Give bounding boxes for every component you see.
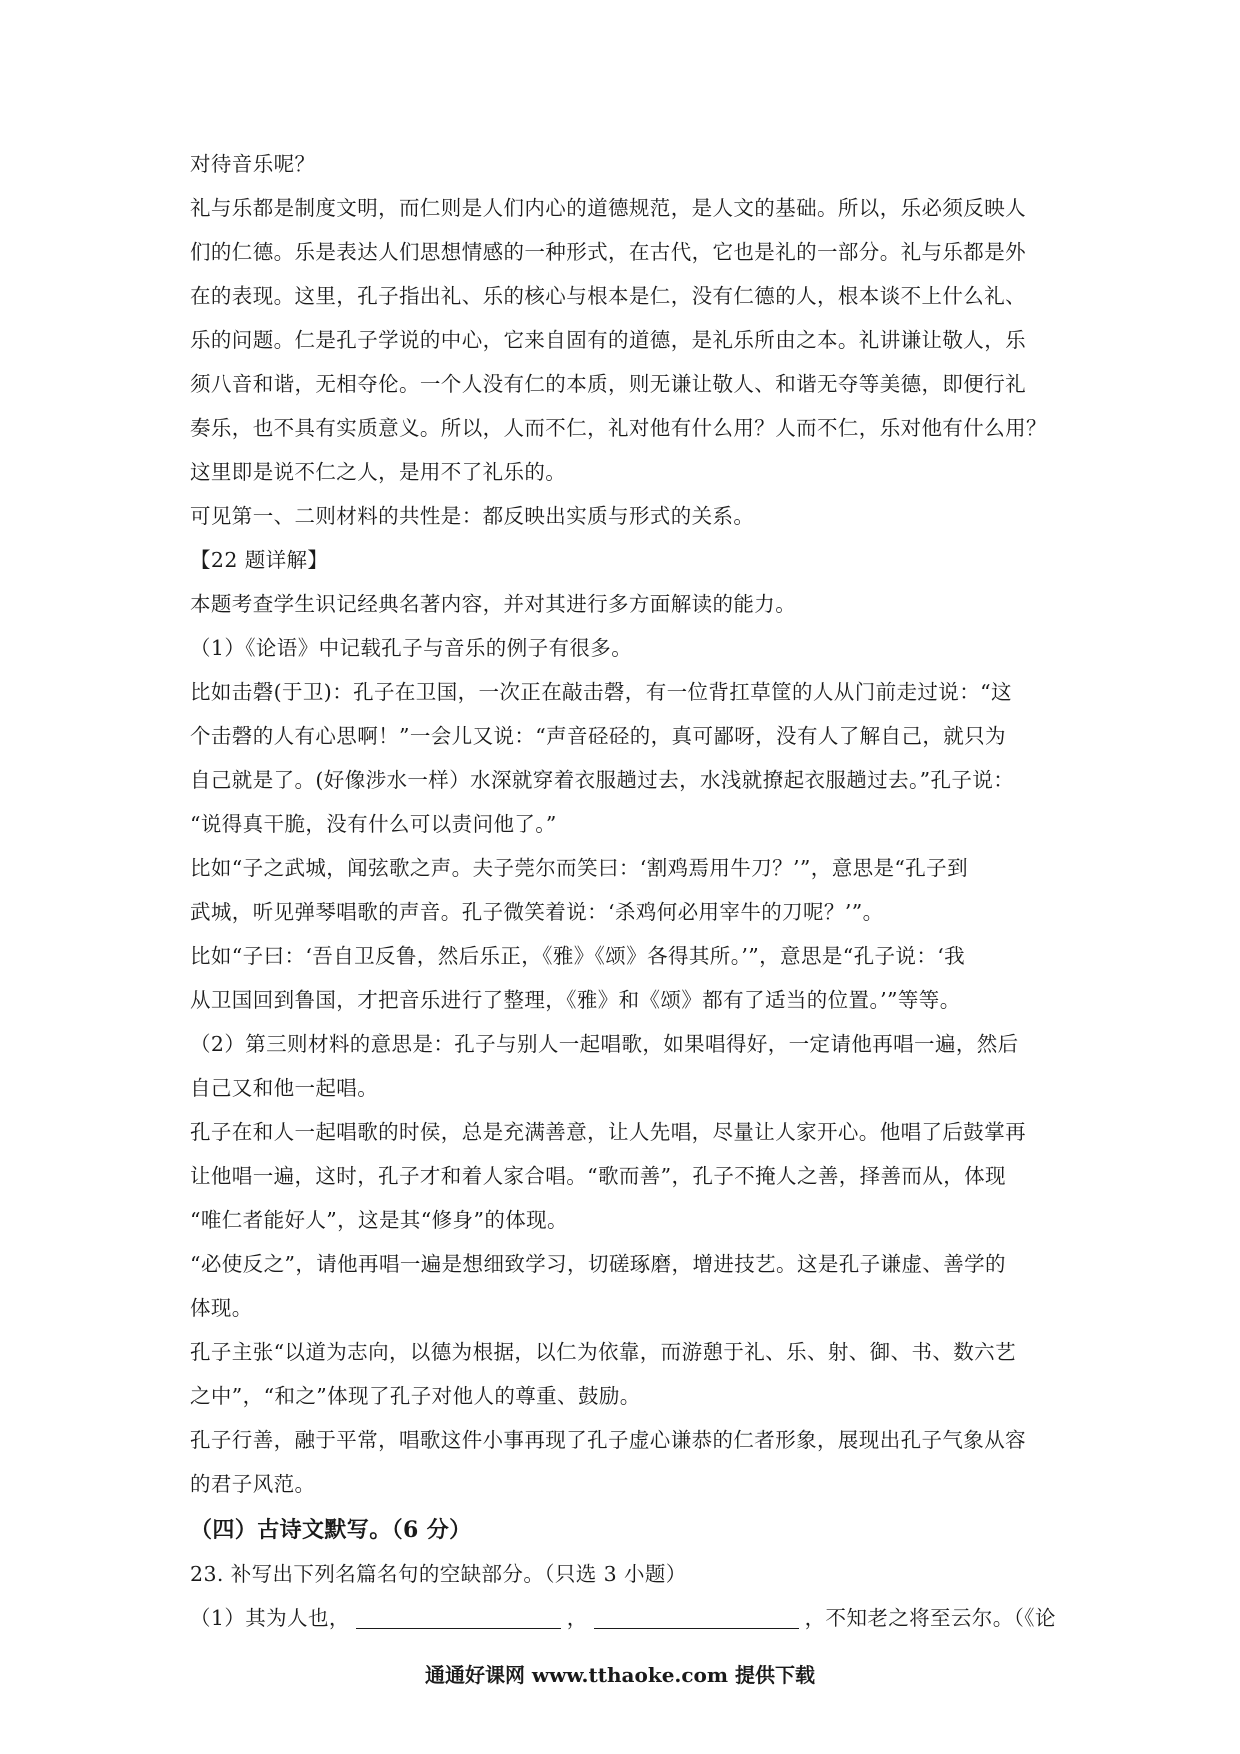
question-23-1-separator: ， bbox=[566, 1606, 588, 1630]
section-heading: （四）古诗文默写。（6 分） bbox=[190, 1517, 472, 1543]
question-23-1 bbox=[190, 1596, 1056, 1640]
text-line: 体现。 bbox=[190, 1296, 253, 1320]
text-line: 的君子风范。 bbox=[190, 1472, 316, 1496]
question-23-1-prefix: （1）其为人也， bbox=[190, 1606, 350, 1630]
text-line: 乐的问题。仁是孔子学说的中心，它来自固有的道德，是礼乐所由之本。礼讲谦让敬人，乐 bbox=[190, 328, 1026, 352]
text-line: 须八音和谐，无相夺伦。一个人没有仁的本质，则无谦让敬人、和谐无夺等美德，即便行礼 bbox=[190, 372, 1026, 396]
text-line: 自己又和他一起唱。 bbox=[190, 1076, 379, 1100]
text-line: 们的仁德。乐是表达人们思想情感的一种形式，在古代，它也是礼的一部分。礼与乐都是外 bbox=[190, 240, 1026, 264]
text-line: 比如“子之武城，闻弦歌之声。夫子莞尔而笑曰：‘割鸡焉用牛刀？’”，意思是“孔子到 bbox=[190, 856, 968, 880]
text-line: 孔子行善，融于平常，唱歌这件小事再现了孔子虚心谦恭的仁者形象，展现出孔子气象从容 bbox=[190, 1428, 1026, 1452]
answer-blank-2[interactable] bbox=[594, 1604, 799, 1629]
text-line: 武城，听见弹琴唱歌的声音。孔子微笑着说：‘杀鸡何必用宰牛的刀呢？’”。 bbox=[190, 900, 884, 924]
subsection-heading: 【22 题详解】 bbox=[190, 548, 329, 572]
text-line: 在的表现。这里，孔子指出礼、乐的核心与根本是仁，没有仁德的人，根本谈不上什么礼、 bbox=[190, 284, 1026, 308]
text-line: 从卫国回到鲁国，才把音乐进行了整理，《雅》和《颂》都有了适当的位置。’”等等。 bbox=[190, 988, 961, 1012]
text-line: （1）《论语》中记载孔子与音乐的例子有很多。 bbox=[190, 636, 633, 660]
text-line: 孔子在和人一起唱歌的时侯，总是充满善意，让人先唱，尽量让人家开心。他唱了后鼓掌再 bbox=[190, 1120, 1026, 1144]
text-line: 本题考查学生识记经典名著内容，并对其进行多方面解读的能力。 bbox=[190, 592, 797, 616]
question-23-1-suffix: ，不知老之将至云尔。（《论 bbox=[804, 1606, 1056, 1630]
text-line: “说得真干脆，没有什么可以责问他了。” bbox=[190, 812, 557, 836]
text-line: 这里即是说不仁之人，是用不了礼乐的。 bbox=[190, 460, 567, 484]
text-line: 可见第一、二则材料的共性是：都反映出实质与形式的关系。 bbox=[190, 504, 755, 528]
text-line: “必使反之”，请他再唱一遍是想细致学习，切磋琢磨，增进技艺。这是孔子谦虚、善学的 bbox=[190, 1252, 1006, 1276]
text-line: 对待音乐呢？ bbox=[190, 152, 316, 176]
text-line: 个击磬的人有心思啊！”一会儿又说：“声音硁硁的，真可鄙呀，没有人了解自己，就只为 bbox=[190, 724, 1006, 748]
text-line: 比如“子曰：‘吾自卫反鲁，然后乐正，《雅》《颂》各得其所。’”，意思是“孔子说：‘我 bbox=[190, 944, 966, 968]
text-line: 礼与乐都是制度文明，而仁则是人们内心的道德规范，是人文的基础。所以，乐必须反映人 bbox=[190, 196, 1026, 220]
text-line: 奏乐，也不具有实质意义。所以，人而不仁，礼对他有什么用？人而不仁，乐对他有什么用？ bbox=[190, 416, 1047, 440]
text-line: “唯仁者能好人”，这是其“修身”的体现。 bbox=[190, 1208, 568, 1232]
text-line: 孔子主张“以道为志向，以德为根据，以仁为依靠，而游憩于礼、乐、射、御、书、数六艺 bbox=[190, 1340, 1016, 1364]
text-line: （2）第三则材料的意思是：孔子与别人一起唱歌，如果唱得好，一定请他再唱一遍，然后 bbox=[190, 1032, 1019, 1056]
text-line: 自己就是了。(好像涉水一样）水深就穿着衣服趟过去，水浅就撩起衣服趟过去。”孔子说： bbox=[190, 768, 1015, 792]
answer-blank-1[interactable] bbox=[356, 1604, 561, 1629]
text-line: 比如击磬(于卫)：孔子在卫国，一次正在敲击磬，有一位背扛草筐的人从门前走过说：“这 bbox=[190, 680, 1012, 704]
footer-watermark: 通通好课网 www.tthaoke.com 提供下载 bbox=[424, 1663, 816, 1687]
text-line: 让他唱一遍，这时，孔子才和着人家合唱。“歌而善”，孔子不掩人之善，择善而从，体现 bbox=[190, 1164, 1006, 1188]
text-line: 之中”，“和之”体现了孔子对他人的尊重、鼓励。 bbox=[190, 1384, 641, 1408]
question-23: 23. 补写出下列名篇名句的空缺部分。（只选 3 小题） bbox=[190, 1562, 687, 1586]
